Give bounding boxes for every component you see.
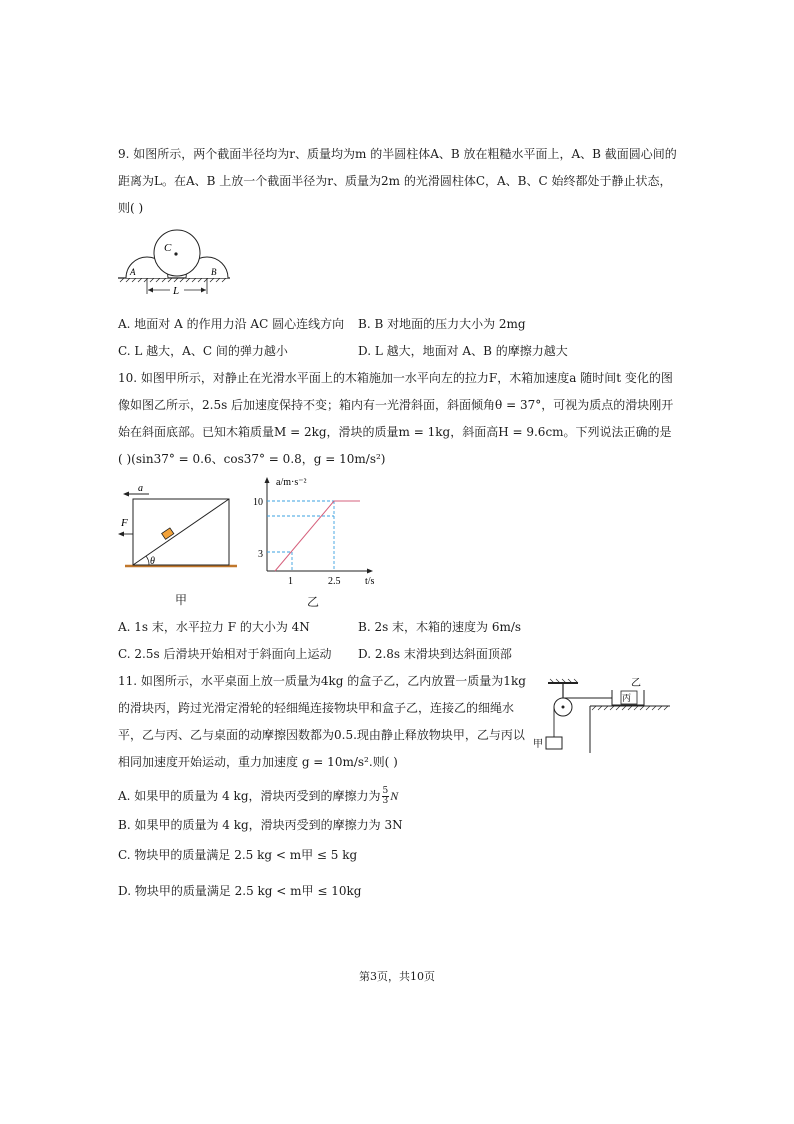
q11-option-c: C. 物块甲的质量满足 2.5 kg < m甲 ≤ 5 kg xyxy=(118,848,358,862)
chart-ytick-10: 10 xyxy=(253,497,263,508)
chart-ytick-3: 3 xyxy=(258,549,263,560)
chart-xlabel: t/s xyxy=(365,576,375,587)
q9-option-d: D. L 越大，地面对 A、B 的摩擦力越大 xyxy=(358,344,568,358)
q10-caption-jia: 甲 xyxy=(175,593,188,607)
q10-option-c: C. 2.5s 后滑块开始相对于斜面向上运动 xyxy=(118,647,332,661)
q10-caption-yi: 乙 xyxy=(307,595,320,609)
q10-line3: 始在斜面底部。已知木箱质量M = 2kg，滑块的质量m = 1kg，斜面高H = 9.6cm。下列说法正确的是 xyxy=(118,425,672,439)
q10-line2: 像如图乙所示，2.5s 后加速度保持不变；箱内有一光滑斜面，斜面倾角θ = 37°，可视为质点的滑块刚开 xyxy=(118,398,674,412)
q11-option-a-denominator: 3 xyxy=(382,796,389,806)
chart-xtick-1: 1 xyxy=(288,576,293,587)
q11-line4: 相同加速度开始运动，重力加速度 g = 10m/s².则( ) xyxy=(118,755,398,769)
q11-line3: 平，乙与丙、乙与桌面的动摩擦因数都为0.5.现由静止释放物块甲，乙与丙以 xyxy=(118,728,525,742)
page-footer: 第3页，共10页 xyxy=(359,970,435,983)
q11-option-b: B. 如果甲的质量为 4 kg，滑块丙受到的摩擦力为 3N xyxy=(118,818,403,832)
q10-line4: ( )(sin37° = 0.6、cos37° = 0.8，g = 10m/s²) xyxy=(118,452,386,466)
q9-line2: 距离为L。在A、B 上放一个截面半径为r、质量为2m 的光滑圆柱体C，A、B、C 始终都处于静止状态， xyxy=(118,174,672,188)
q9-label-l: L xyxy=(173,285,180,297)
q11-figure xyxy=(532,673,674,755)
q11-label-yi: 乙 xyxy=(631,678,641,689)
q10-label-a: a xyxy=(138,483,143,494)
q11-option-a-unit: N xyxy=(390,789,399,803)
q9-label-b: B xyxy=(211,267,217,277)
q9-figure xyxy=(118,228,233,298)
q11-label-jia: 甲 xyxy=(533,739,543,750)
q10-option-a: A. 1s 末，水平拉力 F 的大小为 4N xyxy=(118,620,310,634)
q9-label-a: A xyxy=(130,267,136,277)
q9-option-c: C. L 越大，A、C 间的弹力越小 xyxy=(118,344,288,358)
q10-label-f: F xyxy=(121,517,128,529)
q10-figure-jia xyxy=(115,478,240,570)
chart-ylabel: a/m·s⁻² xyxy=(276,477,307,488)
q9-line1: 9. 如图所示，两个截面半径均为r、质量均为m 的半圆柱体A、B 放在粗糙水平面上，A、B 截面圆心间的 xyxy=(118,147,677,161)
q11-option-d: D. 物块甲的质量满足 2.5 kg < m甲 ≤ 10kg xyxy=(118,884,362,898)
q9-line3: 则( ) xyxy=(118,201,144,215)
q11-option-a-text: A. 如果甲的质量为 4 kg，滑块丙受到的摩擦力为 xyxy=(118,789,381,803)
q10-option-b: B. 2s 末，木箱的速度为 6m/s xyxy=(358,620,522,634)
q10-option-d: D. 2.8s 末滑块到达斜面顶部 xyxy=(358,647,512,661)
q11-option-a-numerator: 5 xyxy=(382,786,389,796)
chart-series-ramp xyxy=(275,501,334,571)
q10-chart-yi xyxy=(248,472,378,590)
q11-line2: 的滑块丙，跨过光滑定滑轮的轻细绳连接物块甲和盒子乙，连接乙的细绳水 xyxy=(118,701,515,715)
q9-option-b: B. B 对地面的压力大小为 2mg xyxy=(358,317,526,331)
q10-label-theta: θ xyxy=(150,556,155,567)
q9-label-c: C xyxy=(164,242,172,254)
q11-option-a xyxy=(118,787,398,806)
chart-xtick-2-5: 2.5 xyxy=(328,576,341,587)
q10-line1: 10. 如图甲所示，对静止在光滑水平面上的木箱施加一水平向左的拉力F，木箱加速度a 随时间t 变化的图 xyxy=(118,371,673,385)
q11-label-bing: 丙 xyxy=(622,694,632,704)
q11-line1: 11. 如图所示，水平桌面上放一质量为4kg 的盒子乙，乙内放置一质量为1kg xyxy=(118,674,526,688)
q9-option-a: A. 地面对 A 的作用力沿 AC 圆心连线方向 xyxy=(118,317,345,331)
q11-option-a-fraction xyxy=(382,787,390,806)
